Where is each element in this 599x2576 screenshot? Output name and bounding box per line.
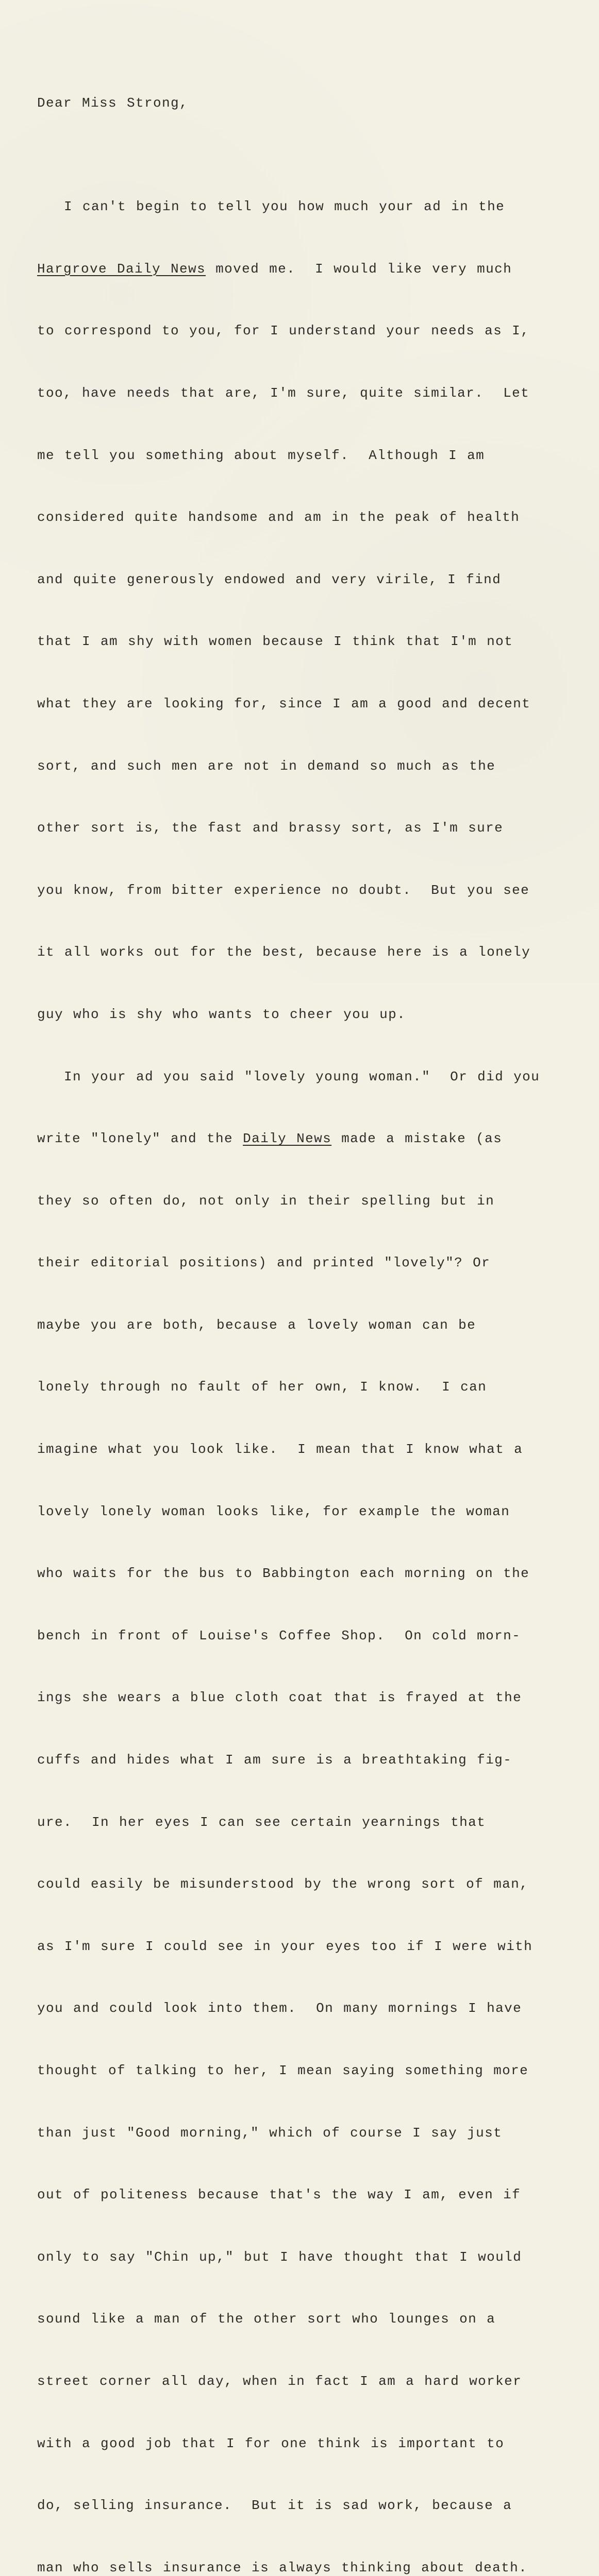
letter-line-2-text: moved me. I would like very much — [215, 261, 512, 277]
letter-line-17: they so often do, not only in their spelling but in — [37, 1193, 495, 1209]
letter-line-36: street corner all day, when in fact I am a hard worker — [37, 2373, 522, 2389]
letter-line-10: sort, and such men are not in demand so much as the — [37, 758, 496, 774]
letter-line-15: In your ad you said "lovely young woman." Or did you — [64, 1069, 540, 1084]
letter-body — [37, 52, 573, 2576]
letter-line-24: bench in front of Louise's Coffee Shop. On cold morn- — [37, 1628, 521, 1643]
letter-line-19: maybe you are both, because a lovely woman can be — [37, 1317, 476, 1333]
letter-line-4: too, have needs that are, I'm sure, quite similar. Let — [37, 385, 530, 401]
letter-line-28: could easily be misunderstood by the wrong sort of man, — [37, 1876, 529, 1892]
letter-line-30: you and could look into them. On many mornings I have — [37, 2001, 522, 2016]
newspaper-title-underlined: Hargrove Daily News — [37, 261, 206, 277]
letter-line-27: ure. In her eyes I can see certain yearnings that — [37, 1814, 486, 1830]
letter-line-7: and quite generously endowed and very virile, I find — [37, 571, 502, 587]
letter-line-32: than just "Good morning," which of course I say just — [37, 2125, 503, 2141]
letter-line-25: ings she wears a blue cloth coat that is frayed at the — [37, 1690, 522, 1706]
letter-line-39: man who sells insurance is always thinking about death. — [37, 2560, 528, 2575]
letter-line-18: their editorial positions) and printed "lovely"? Or — [37, 1255, 491, 1271]
letter-line-29: as I'm sure I could see in your eyes too if I were with — [37, 1938, 533, 1954]
letter-line-13: it all works out for the best, because here is a lonely — [37, 944, 531, 960]
letter-line-1: I can't begin to tell you how much your ad in the — [64, 199, 505, 215]
letter-line-22: lovely lonely woman looks like, for example the woman — [37, 1503, 510, 1519]
letter-line-16-text: write "lonely" and the — [37, 1131, 234, 1147]
letter-line-16-tail: made a mistake (as — [341, 1131, 503, 1147]
letter-line-35: sound like a man of the other sort who lounges on a — [37, 2311, 496, 2327]
letter-line-34: only to say "Chin up," but I have thought that I would — [37, 2249, 522, 2265]
letter-line-14: guy who is shy who wants to cheer you up. — [37, 1006, 406, 1022]
letter-line-37: with a good job that I for one think is important to — [37, 2435, 505, 2451]
letter-line-12: you know, from bitter experience no doubt. But you see — [37, 882, 530, 898]
newspaper-short-title-underlined: Daily News — [243, 1131, 332, 1147]
letter-line-3: to correspond to you, for I understand your needs as I, — [37, 323, 530, 339]
letter-line-8: that I am shy with women because I think that I'm not — [37, 634, 513, 650]
letter-line-2 — [37, 259, 573, 279]
letter-line-11: other sort is, the fast and brassy sort, as I'm sure — [37, 820, 504, 836]
letter-line-38: do, selling insurance. But it is sad work, because a — [37, 2498, 512, 2514]
letter-line-33: out of politeness because that's the way I am, even if — [37, 2187, 521, 2203]
letter-line-9: what they are looking for, since I am a good and decent — [37, 696, 531, 711]
letter-line-21: imagine what you look like. I mean that I know what a — [37, 1442, 523, 1458]
letter-line-23: who waits for the bus to Babbington each morning on the — [37, 1566, 530, 1582]
letter-line-26: cuffs and hides what I am sure is a breathtaking fig- — [37, 1752, 512, 1768]
letter-line-31: thought of talking to her, I mean saying something more — [37, 2063, 529, 2079]
salutation: Dear Miss Strong, — [37, 95, 189, 111]
letter-line-6: considered quite handsome and am in the peak of health — [37, 510, 520, 526]
letter-line-16 — [37, 1128, 573, 1149]
letter-line-5: me tell you something about myself. Although I am — [37, 447, 485, 463]
letter-line-20: lonely through no fault of her own, I know. I can — [37, 1379, 487, 1395]
